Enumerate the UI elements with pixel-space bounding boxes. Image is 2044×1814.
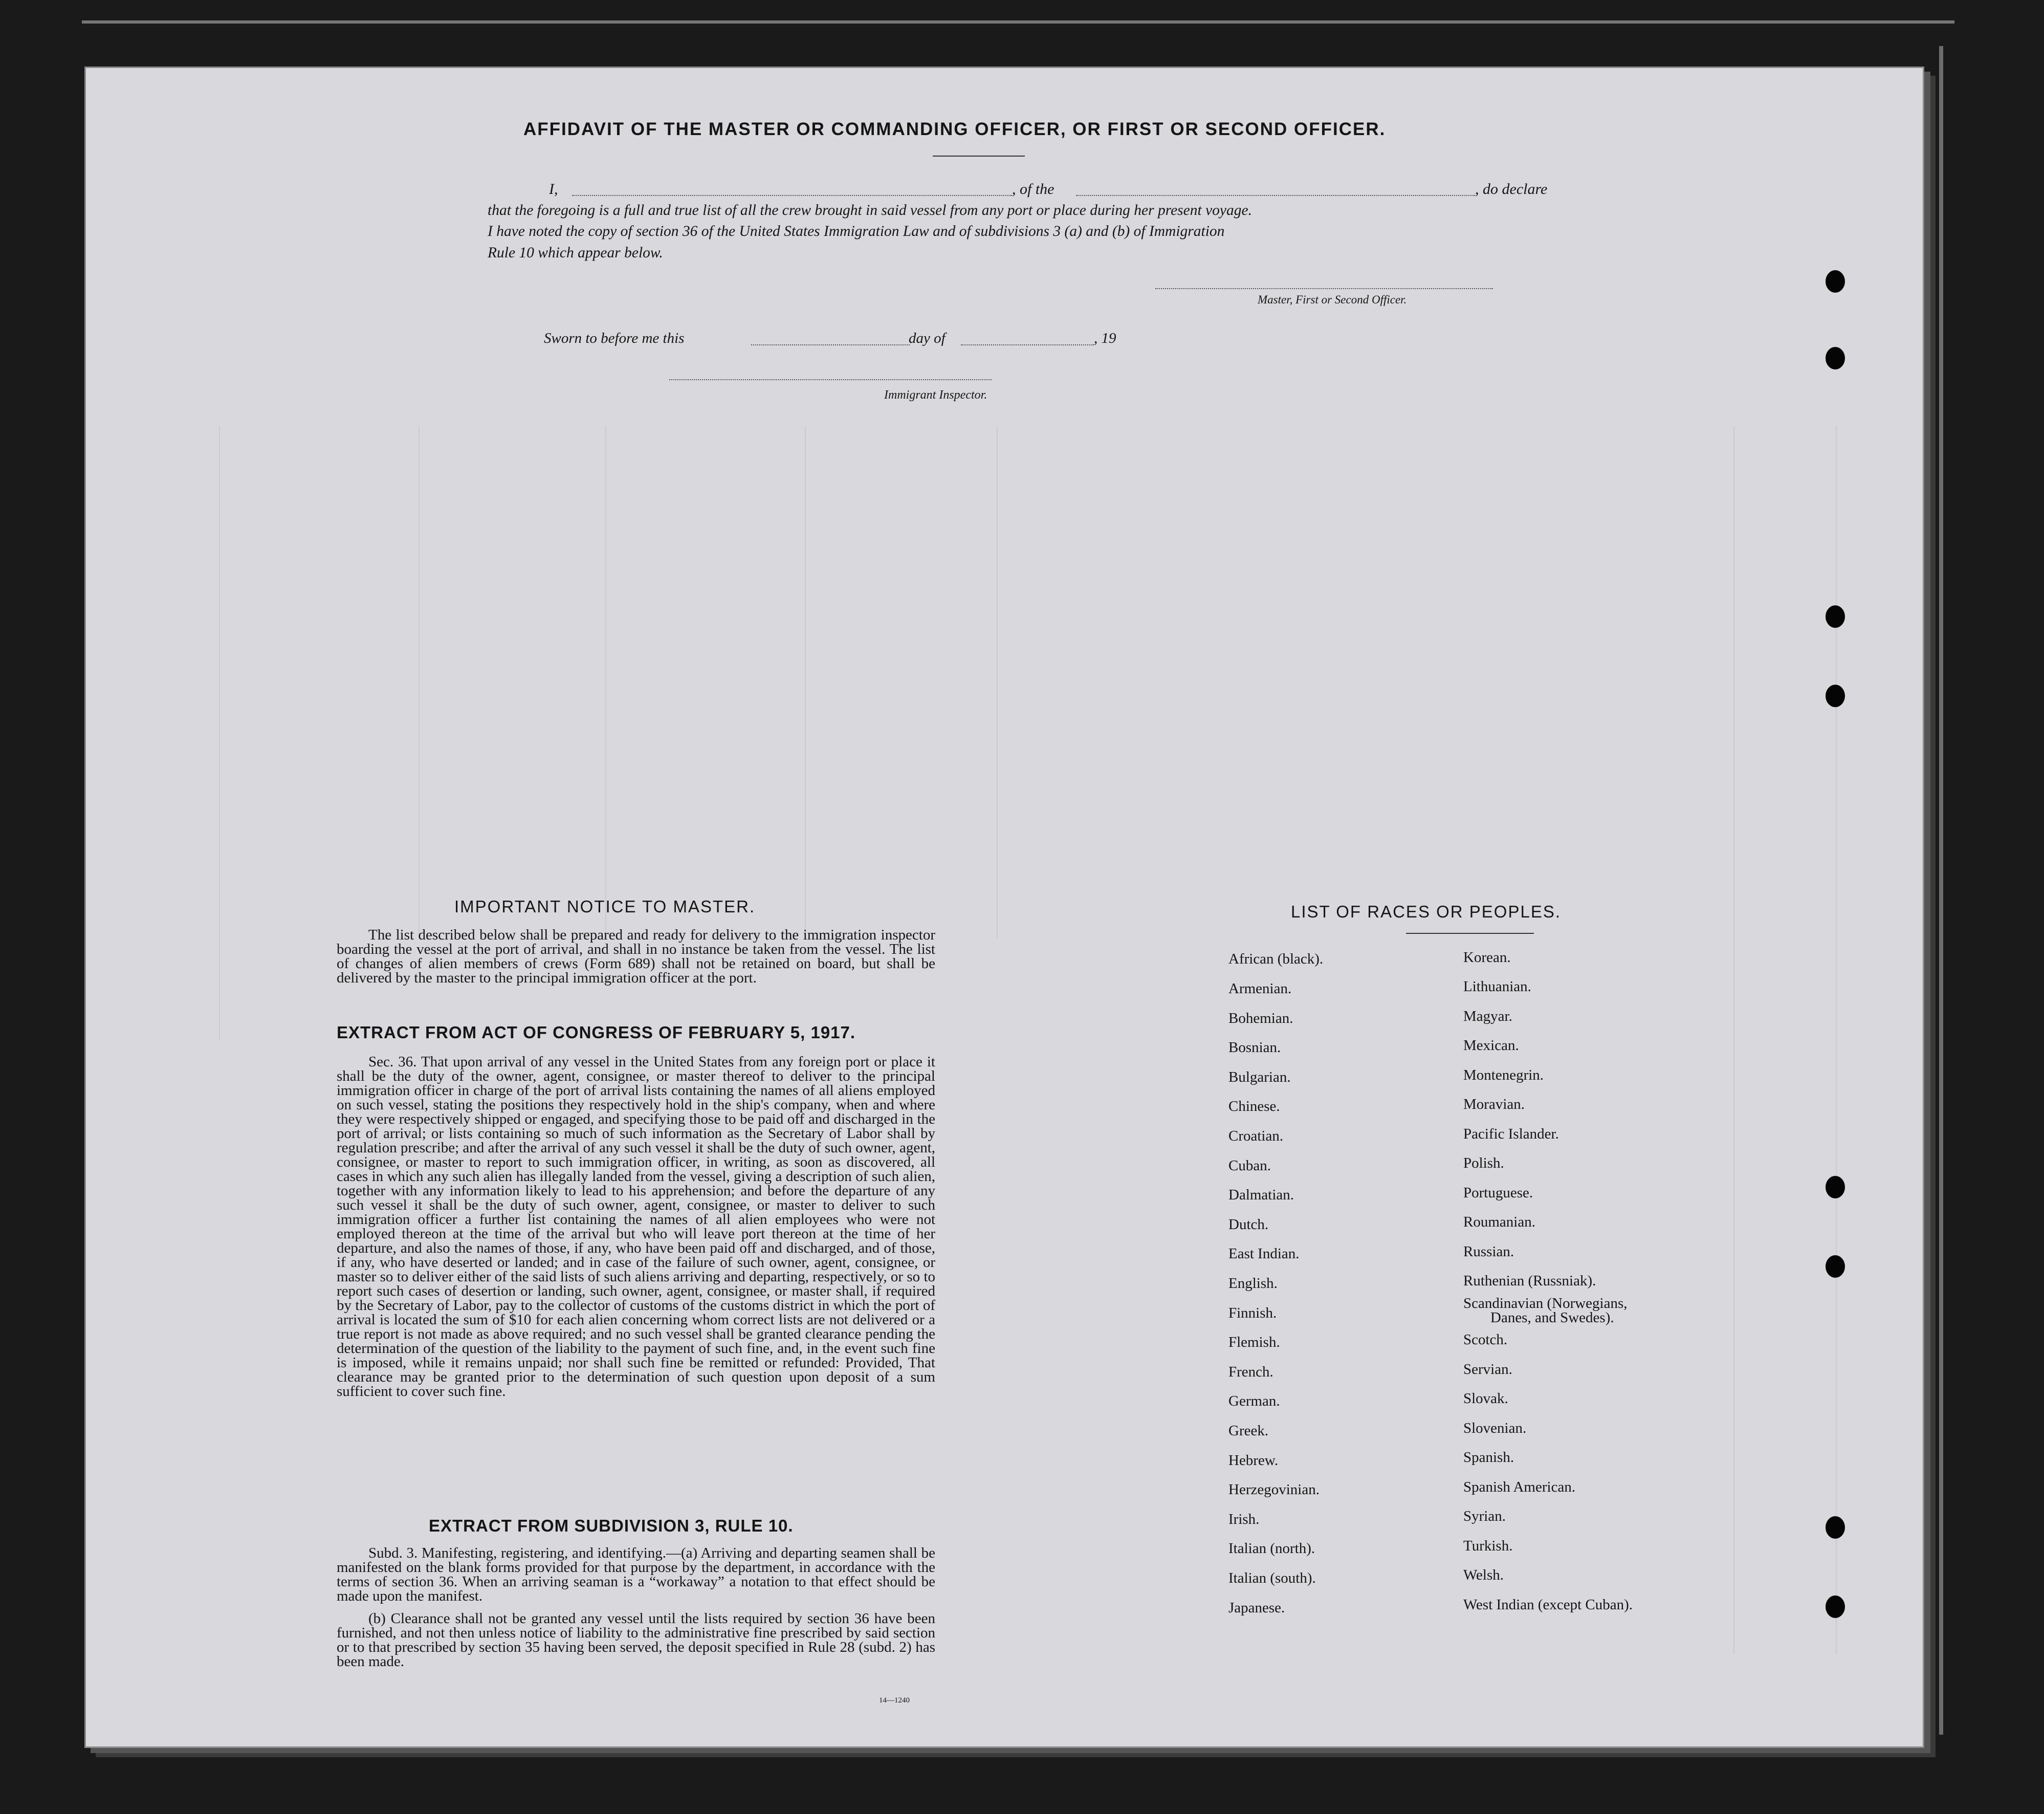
document-page (84, 67, 1924, 1748)
race-item: French. (1228, 1364, 1273, 1380)
race-item: Japanese. (1228, 1600, 1285, 1616)
race-item: Irish. (1228, 1511, 1260, 1527)
race-item: Cuban. (1228, 1157, 1271, 1174)
race-item: English. (1228, 1275, 1278, 1292)
binder-hole (1826, 1516, 1845, 1539)
race-item: Pacific Islander. (1463, 1126, 1559, 1142)
extract-rule-para-b: (b) Clearance shall not be granted any vessel until the lists required by section 36 have been furnished, and not then unless notice of liability to the administrative fine prescribed by said section or to that prescribed by section 35 having been served, the deposit specified in Rule 28 (subd. 2) has been made. (337, 1610, 935, 1670)
ghost-column-line (1733, 426, 1734, 1654)
race-item: Roumanian. (1463, 1214, 1535, 1230)
race-item: German. (1228, 1393, 1280, 1409)
race-item: Dalmatian. (1228, 1187, 1294, 1203)
extract-act-text: Sec. 36. That upon arrival of any vessel in the United States from any foreign port or place it shall be the duty of the owner, agent, consignee, or master thereof to deliver to the principal immigration officer in charge of the port of arrival lists containing the names of all aliens employed on such vessel, stating the positions they respectively hold in the ship's company, when and where they were respectively shipped or engaged, and specifying those to be paid off and discharged in the port of arrival; or lists containing so much of such information as the Secretary of Labor shall by regulation prescribe; and after the arrival of any such vessel it shall be the duty of such owner, agent, consignee, or master to report to such immigration officer, in writing, as soon as discovered, all cases in which any such alien has illegally landed from the vessel, giving a description of such alien, together with any information likely to lead to his apprehension; and before the departure of any such vessel it shall be the duty of such owner, agent, consignee, or master to deliver to such immigration officer a further list containing the names of all alien employees who were not employed thereon at the time of the arrival but who will leave port thereon at the time of her departure, and also the names of those, if any, who have been paid off and discharged, and of those, if any, who have deserted or landed; and in case of the failure of such owner, agent, consignee, or master so to deliver either of the said lists of such aliens arriving and departing, respectively, or so to report such cases of desertion or landing, such owner, agent, consignee, or master shall, if required by the Secretary of Labor, pay to the collector of customs of the customs district in which the port of arrival is located the sum of $10 for each alien concerning whom correct lists are not delivered or a true report is not made as above required; and no such vessel shall be granted clearance pending the determination of the question of the liability to the payment of such fine, and, in the event such fine is imposed, while it remains unpaid; nor shall such fine be remitted or refunded: Provided, That clearance may be granted prior to the determination of such question upon deposit of a sum sufficient to cover such fine. (337, 1054, 935, 1400)
notice-text: The list described below shall be prepared and ready for delivery to the immigration inspector boarding the vessel at the port of arrival, and shall in no instance be taken from the vessel. The list of changes of alien members of crews (Form 689) shall not be retained on board, but shall be delivered by the master to the principal immigration officer at the port. (337, 927, 935, 986)
race-item: Mexican. (1463, 1037, 1519, 1054)
extract-rule-title: EXTRACT FROM SUBDIVISION 3, RULE 10. (429, 1516, 794, 1535)
race-item: Italian (north). (1228, 1540, 1315, 1557)
ghost-column-line (219, 426, 220, 1040)
race-item: Lithuanian. (1463, 978, 1531, 995)
race-item: Italian (south). (1228, 1570, 1316, 1586)
race-item: Herzegovinian. (1228, 1481, 1320, 1498)
sworn-year-text: , 19 (1094, 330, 1116, 346)
affidavit-line1-i: I, (549, 181, 558, 198)
binder-hole (1826, 270, 1845, 293)
race-item: Scotch. (1463, 1331, 1508, 1348)
month-blank-line (961, 344, 1094, 345)
race-item: Welsh. (1463, 1567, 1504, 1583)
races-title-underline (1406, 933, 1534, 934)
scan-edge-right (1939, 46, 1943, 1735)
inspector-blank-line (669, 379, 992, 380)
race-item: Spanish American. (1463, 1479, 1576, 1495)
race-item: East Indian. (1228, 1245, 1300, 1262)
ghost-column-line (605, 426, 606, 938)
race-item: Russian. (1463, 1243, 1514, 1260)
binder-hole (1826, 1596, 1845, 1618)
ghost-column-line (997, 426, 998, 938)
vessel-blank-line (1076, 195, 1475, 196)
binder-hole (1826, 347, 1845, 369)
race-item: Montenegrin. (1463, 1067, 1544, 1083)
race-item: Croatian. (1228, 1128, 1284, 1144)
signature-blank-line (1155, 288, 1493, 289)
race-item: Greek. (1228, 1423, 1269, 1439)
races-title: LIST OF RACES OR PEOPLES. (1291, 902, 1562, 921)
race-item: Portuguese. (1463, 1185, 1533, 1201)
race-item: Hebrew. (1228, 1452, 1279, 1469)
race-item: Finnish. (1228, 1305, 1277, 1321)
race-item: African (black). (1228, 951, 1324, 967)
race-item: Spanish. (1463, 1449, 1514, 1466)
race-item: Korean. (1463, 949, 1511, 966)
race-item: Chinese. (1228, 1098, 1280, 1114)
race-item-continuation: Danes, and Swedes). (1490, 1309, 1614, 1326)
race-item: Syrian. (1463, 1508, 1506, 1524)
extract-act-title: EXTRACT FROM ACT OF CONGRESS OF FEBRUARY 5, 1917. (337, 1023, 856, 1042)
affidavit-line3: I have noted the copy of section 36 of the United States Immigration Law and of subdivisions 3 (a) and (b) of Immigration (488, 223, 1225, 239)
binder-hole (1826, 1255, 1845, 1278)
name-blank-line (572, 195, 1012, 196)
race-item: Dutch. (1228, 1216, 1269, 1233)
race-item: Slovak. (1463, 1390, 1508, 1407)
notice-title: IMPORTANT NOTICE TO MASTER. (454, 897, 756, 916)
binder-hole (1826, 605, 1845, 628)
extract-rule-para-a: Subd. 3. Manifesting, registering, and identifying.—(a) Arriving and departing seamen shall be manifested on the blank forms provided for that purpose by the department, in accordance with the terms of section 36. When an arriving seaman is a “workaway” a notation to that effect should be made upon the manifest. (337, 1545, 935, 1604)
race-item: Scandinavian (Norwegians, (1463, 1295, 1628, 1312)
race-item: Bulgarian. (1228, 1069, 1291, 1085)
race-item: Moravian. (1463, 1096, 1525, 1112)
ghost-column-line (805, 426, 806, 938)
race-item: Bosnian. (1228, 1039, 1281, 1056)
signature-label: Master, First or Second Officer. (1258, 293, 1407, 306)
race-item: West Indian (except Cuban). (1463, 1597, 1633, 1613)
sworn-day-of-text: day of (909, 330, 946, 346)
form-number: 14—1240 (879, 1696, 910, 1704)
race-item: Polish. (1463, 1155, 1504, 1171)
race-item: Ruthenian (Russniak). (1463, 1273, 1596, 1289)
race-item: Armenian. (1228, 980, 1292, 997)
race-item: Servian. (1463, 1361, 1512, 1378)
scan-edge-top (82, 20, 1954, 24)
inspector-label: Immigrant Inspector. (884, 388, 987, 402)
affidavit-title: AFFIDAVIT OF THE MASTER OR COMMANDING OFFICER, OR FIRST OR SECOND OFFICER. (523, 119, 1386, 139)
affidavit-line4: Rule 10 which appear below. (488, 245, 663, 261)
title-underline (933, 156, 1025, 157)
binder-hole (1826, 685, 1845, 707)
race-item: Bohemian. (1228, 1010, 1293, 1026)
race-item: Magyar. (1463, 1008, 1512, 1024)
day-blank-line (751, 344, 910, 345)
sworn-before-text: Sworn to before me this (544, 330, 685, 346)
binder-hole (1826, 1176, 1845, 1198)
ghost-column-line (419, 426, 420, 938)
race-item: Flemish. (1228, 1334, 1280, 1350)
affidavit-line2: that the foregoing is a full and true list of all the crew brought in said vessel from any port or place during her present voyage. (488, 202, 1252, 218)
race-item: Turkish. (1463, 1538, 1513, 1554)
affidavit-line1-of-the: , of the (1012, 181, 1054, 198)
race-item: Slovenian. (1463, 1420, 1527, 1436)
affidavit-line1-declare: , do declare (1475, 181, 1548, 198)
